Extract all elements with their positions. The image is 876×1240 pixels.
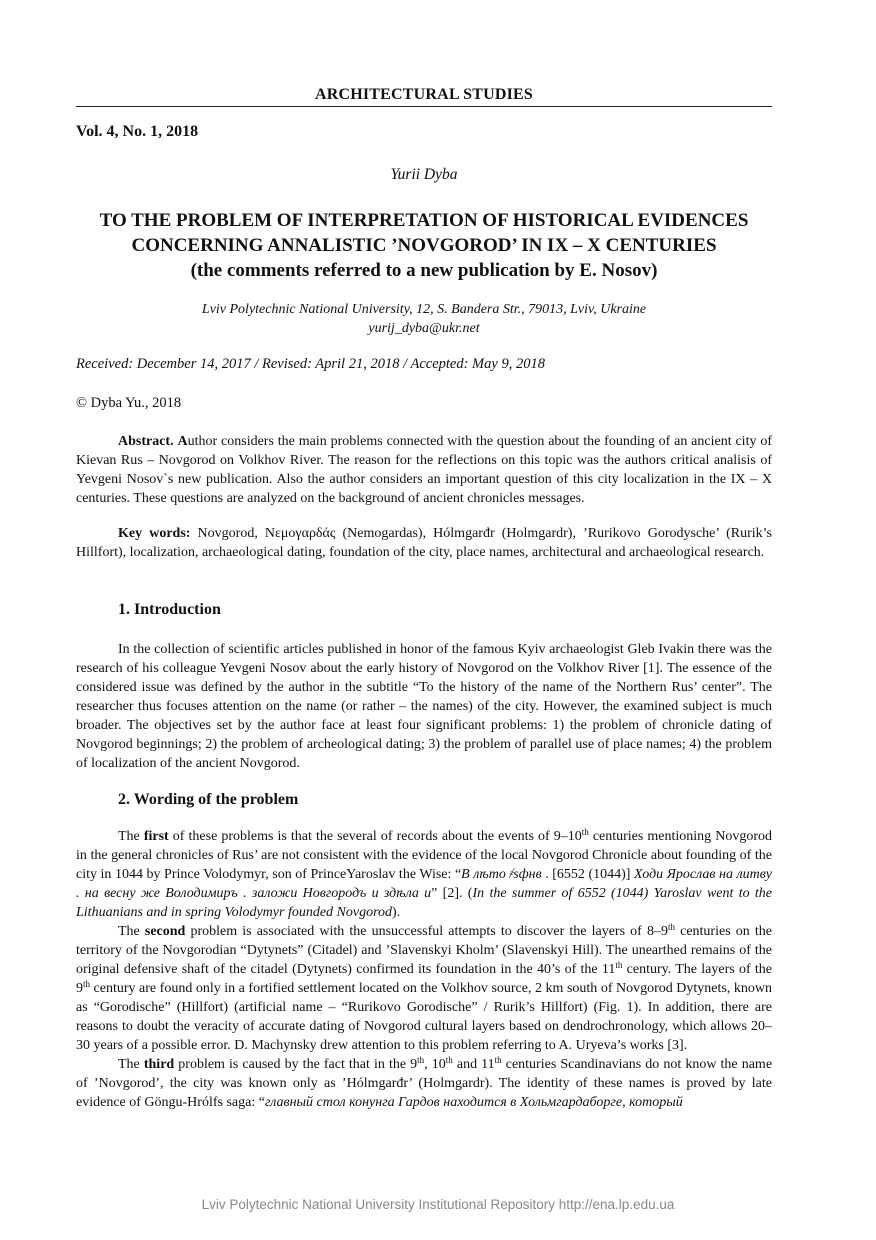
introduction-paragraph: In the collection of scientific articles published in honor of the famous Kyiv archaeologist Gleb Ivakin there was the research of his colleague Yevgeni Nosov about the early history of Novgorod on the Volkhov River [1]. The essence of the considered issue was defined by the author in the subtitle “To the history of the name of the Northern Rus’ center”. The researcher thus focuses attention on the name (or rather – the names) of the city. However, the examined subject is much broader. The objectives set by the author face at least four significant problems: 1) the problem of chronicle dating of Novgorod beginnings; 2) the problem of archeological dating; 3) the problem of parallel use of place names; 4) the problem of localization of the ancient Novgorod. — [76, 642, 772, 771]
abstract-lead-letter: A — [177, 434, 188, 449]
section2-body — [76, 827, 772, 1112]
journal-name: ARCHITECTURAL STUDIES — [314, 86, 534, 103]
keywords-text: Novgorod, Νεμογαρδάς (Nemogardas), Hólmgarđr (Holmgardr), ’Rurikovo Gorodysche’ (Rurik’s Hillfort), localization, archaeological dating, foundation of the city, place names, architectural and archaeological research. — [76, 526, 772, 560]
paragraph-first-problem: The first of these problems is that the several of records about the events of 9–10th centuries mentioning Novgorod in the general chronicles of Rus’ are not consistent with the evidence of the local Novgorod Chronicle about founding of the city in 1044 by Prince Volodymyr, son of PrinceYaroslav the Wise: “В лѣто ҂sфнв . [6552 (1044)] Ходи Ярослав на литву . на весну же Володимиръ . заложи Новгородъ и здѣла и” [2]. (In the summer of 6552 (1044) Yaroslav went to the Lithuanians and in spring Volodymyr founded Novgorod). — [76, 827, 773, 920]
abstract — [76, 432, 772, 508]
affiliation: Lviv Polytechnic National University, 12, S. Bandera Str., 79013, Lviv, Ukraine — [201, 302, 647, 317]
chronicle-quote-text: Ходи Ярослав на литву . на весну же Володимиръ . заложи Новгородъ и здѣла и — [76, 867, 772, 901]
abstract-label: Abstract. — [118, 434, 174, 449]
article-title — [76, 208, 772, 283]
header-rule — [76, 106, 772, 107]
copyright: © Dyba Yu., 2018 — [76, 395, 182, 411]
keywords — [76, 524, 772, 562]
chronicle-quote-date: В лѣто ҂sфнв — [461, 867, 542, 882]
term-second: second — [144, 924, 186, 939]
term-first: first — [143, 829, 169, 844]
author-name: Yurii Dyba — [390, 166, 458, 183]
repository-footer: Lviv Polytechnic National University Institutional Repository http://ena.lp.edu.ua — [201, 1197, 675, 1212]
saga-quote: главный стол конунга Гардов находится в Хольмгардаборге, который — [264, 1095, 683, 1110]
title-line-1: TO THE PROBLEM OF INTERPRETATION OF HISTORICAL EVIDENCES — [99, 210, 749, 231]
paragraph-second-problem: The second problem is associated with the unsuccessful attempts to discover the layers of 8–9th centuries on the territory of the Novgorodian “Dytynets” (Citadel) and ’Slavenskyi Kholm’ (Slavenskyi Hill). The unearthed remains of the original defensive shaft of the citadel (Dytynets) confirmed its foundation in the 40’s of the 11th century. The layers of the 9th century are found only in a fortified settlement located on the Volkhov source, 2 km south of Novgorod Dytynets, known as “Gorodische” (Hillfort) (artificial name – “Rurikovo Gorodische” / Rurik’s Hillfort) (Fig. 1). In addition, there are reasons to doubt the veracity of accurate dating of Novgorod cultural layers based on dendrochronology, which allows 20–30 years of a possible error. D. Machynsky drew attention to this problem referring to A. Uryeva’s works [3]. — [76, 922, 773, 1053]
publication-dates: Received: December 14, 2017 / Revised: April 21, 2018 / Accepted: May 9, 2018 — [76, 356, 545, 372]
title-line-3: (the comments referred to a new publication by E. Nosov) — [190, 260, 658, 281]
author-email: yurij_dyba@ukr.net — [368, 321, 480, 336]
section-heading-introduction: 1. Introduction — [118, 601, 221, 618]
volume-info: Vol. 4, No. 1, 2018 — [76, 123, 199, 140]
section-heading-wording: 2. Wording of the problem — [118, 791, 299, 808]
title-line-2: CONCERNING ANNALISTIC ’NOVGOROD’ IN IX – X CENTURIES — [131, 235, 717, 256]
term-third: third — [143, 1057, 175, 1072]
paragraph-third-problem: The third problem is caused by the fact that in the 9th, 10th and 11th centuries Scandinavians do not know the name of ’Novgorod’, the city was known only as ’Hólmgarđr’ (Holmgardr). The identity of these names is proved by late evidence of Göngu-Hrólfs saga: “главный стол конунга Гардов находится в Хольмгардаборге, который — [76, 1055, 773, 1110]
abstract-text: uthor considers the main problems connected with the question about the founding of an ancient city of Kievan Rus – Novgorod on Volkhov River. The reason for the reflections on this topic was the authors critical analisis of Yevgeni Nosov`s new publication. Also the author considers an important question of this city localization in the IX – X centuries. These questions are analyzed on the background of ancient chronicles messages. — [76, 434, 772, 506]
keywords-label: Key words: — [118, 526, 191, 541]
chronicle-translation: In the summer of 6552 (1044) Yaroslav went to the Lithuanians and in spring Volodymyr founded Novgorod — [76, 886, 772, 920]
affiliation-block — [76, 300, 772, 338]
